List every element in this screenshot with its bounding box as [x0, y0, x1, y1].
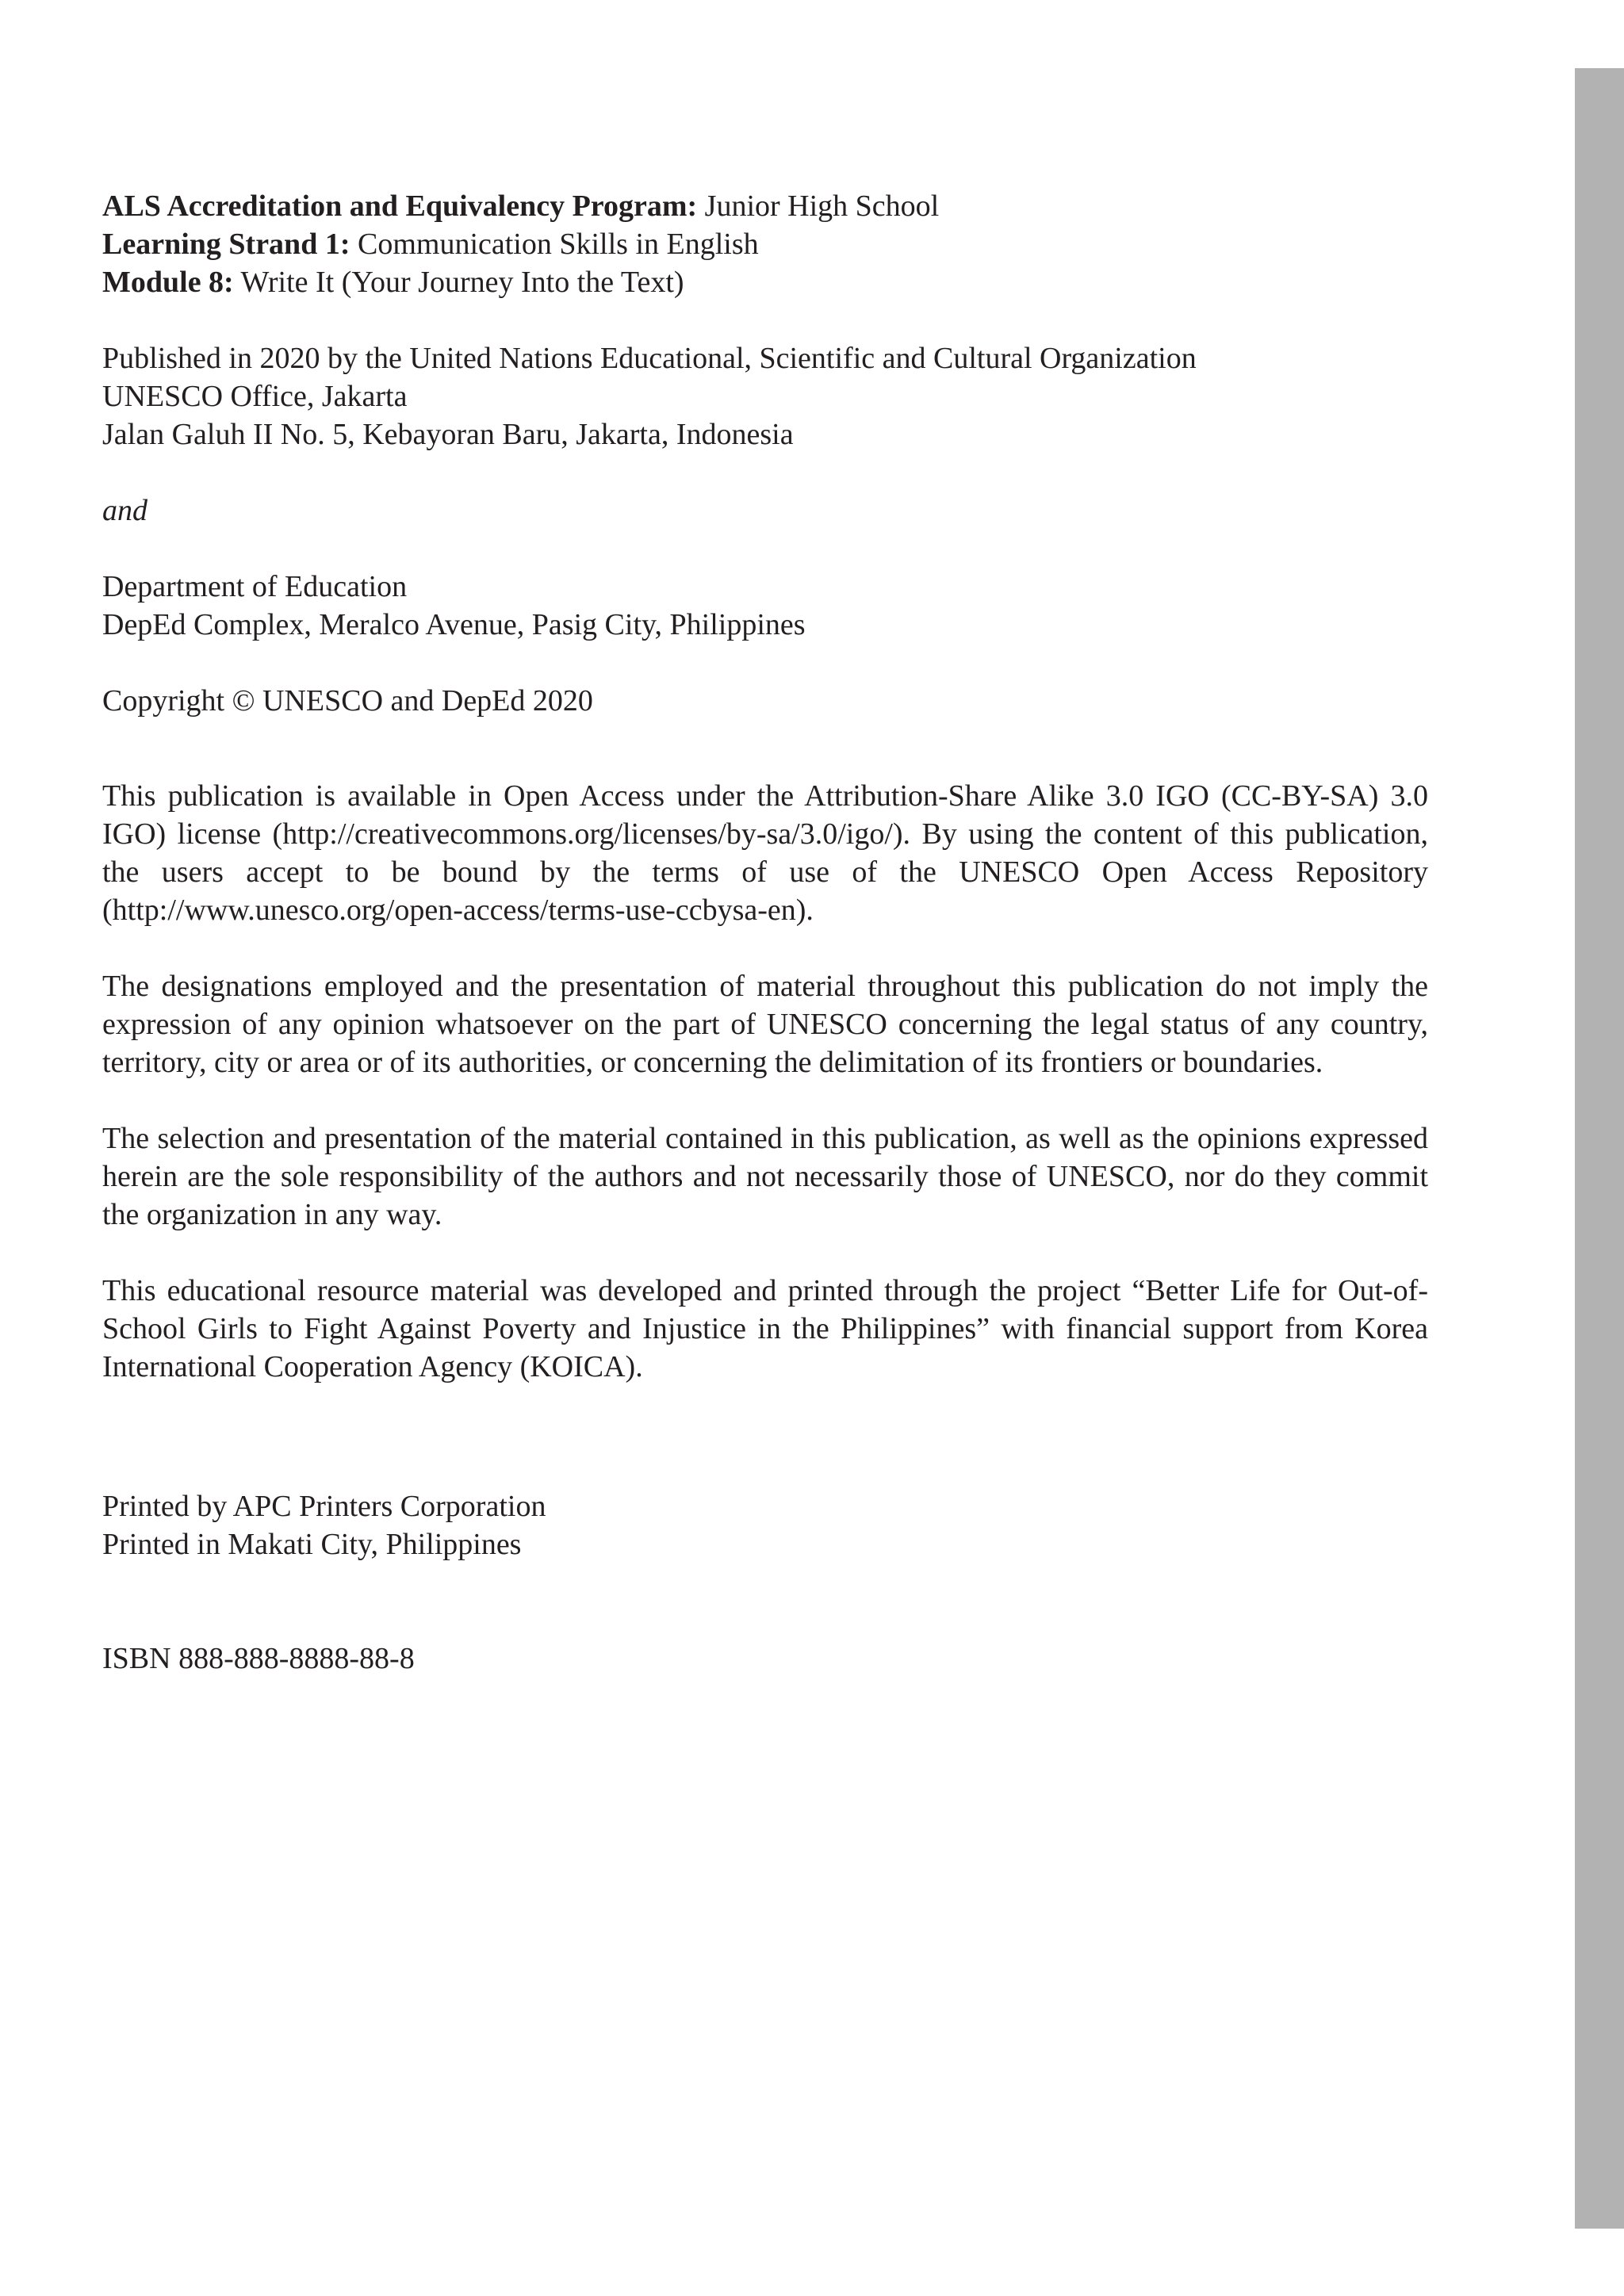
funding-paragraph: This educational resource material was developed and printed through the project “Better Life for Out-of-School Girls to Fight Against Poverty and Injustice in the Philippines” with financial support from Korea International Cooperation Agency (KOICA).: [102, 1274, 1428, 1383]
program-label: ALS Accreditation and Equivalency Program:: [102, 189, 698, 223]
module-value: Write It (Your Journey Into the Text): [233, 266, 684, 299]
side-tab-bar: [1575, 68, 1624, 2229]
open-access-paragraph: This publication is available in Open Access under the Attribution-Share Alike 3.0 IGO (CC-BY-SA) 3.0 IGO) license (http://creativecommons.org/licenses/by-sa/3.0/igo/). By using the content of this publication, the users accept to be bound by the terms of use of the UNESCO Open Access Repository (http://www.unesco.org/open-access/terms-use-ccbysa-en).: [102, 779, 1428, 927]
strand-line: [102, 225, 1428, 263]
printed-by-line: Printed by APC Printers Corporation: [102, 1490, 546, 1523]
strand-value: Communication Skills in English: [350, 228, 759, 261]
conjunction-and: and: [102, 494, 147, 527]
copyright-line: Copyright © UNESCO and DepEd 2020: [102, 684, 593, 718]
copublisher-address: DepEd Complex, Meralco Avenue, Pasig City, Philippines: [102, 608, 806, 641]
designations-paragraph: The designations employed and the presentation of material throughout this publication do not imply the expression of any opinion whatsoever on the part of UNESCO concerning the legal status of any country, territory, city or area or of its authorities, or concerning the delimitation of its frontiers or boundaries.: [102, 970, 1428, 1079]
printed-in-line: Printed in Makati City, Philippines: [102, 1528, 522, 1561]
publisher-office: UNESCO Office, Jakarta: [102, 380, 408, 413]
module-label: Module 8:: [102, 266, 234, 299]
published-line: Published in 2020 by the United Nations Educational, Scientific and Cultural Organization: [102, 342, 1197, 375]
program-line: [102, 187, 1428, 225]
module-line: [102, 263, 1428, 301]
strand-label: Learning Strand 1:: [102, 228, 350, 261]
colophon-page: [102, 187, 1428, 1678]
responsibility-paragraph: The selection and presentation of the material contained in this publication, as well as the opinions expressed herein are the sole responsibility of the authors and not necessarily those of UNESCO, nor do they commit the organization in any way.: [102, 1122, 1428, 1231]
publisher-address: Jalan Galuh II No. 5, Kebayoran Baru, Jakarta, Indonesia: [102, 418, 794, 451]
program-value: Junior High School: [697, 189, 940, 223]
copublisher-name: Department of Education: [102, 570, 408, 603]
isbn-line: ISBN 888-888-8888-88-8: [102, 1642, 415, 1675]
